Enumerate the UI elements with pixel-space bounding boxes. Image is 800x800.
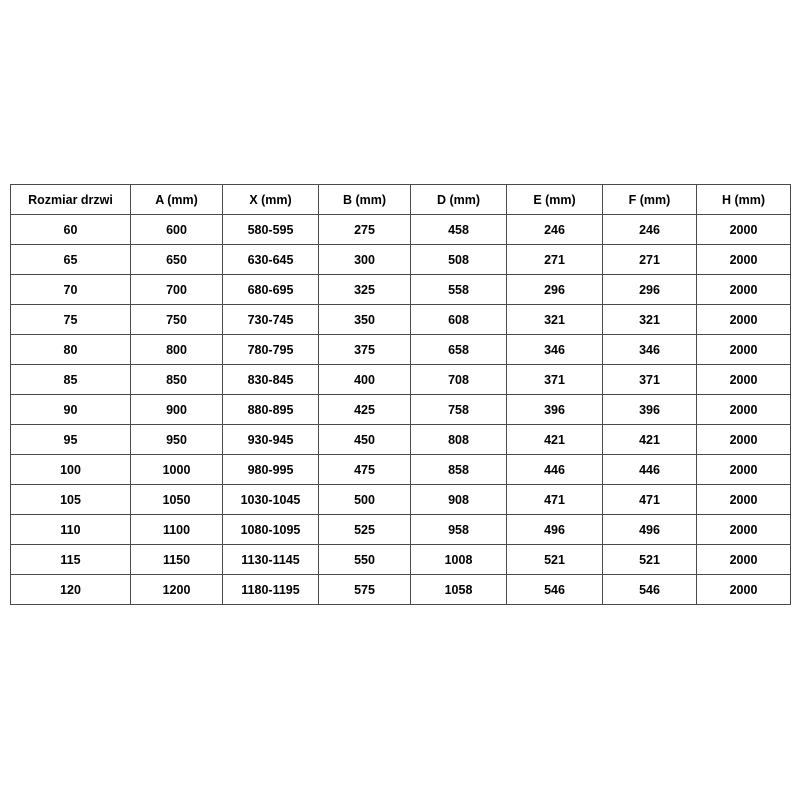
cell-size: 85	[11, 365, 131, 395]
door-size-table-container	[10, 184, 790, 605]
column-header-h: H (mm)	[697, 185, 791, 215]
cell-b: 375	[319, 335, 411, 365]
cell-f: 296	[603, 275, 697, 305]
cell-size: 80	[11, 335, 131, 365]
column-header-rozmiar-drzwi: Rozmiar drzwi	[11, 185, 131, 215]
cell-f: 321	[603, 305, 697, 335]
cell-a: 1000	[131, 455, 223, 485]
cell-e: 396	[507, 395, 603, 425]
cell-b: 350	[319, 305, 411, 335]
cell-h: 2000	[697, 395, 791, 425]
table-row	[11, 485, 791, 515]
cell-d: 758	[411, 395, 507, 425]
cell-e: 371	[507, 365, 603, 395]
cell-b: 275	[319, 215, 411, 245]
cell-d: 558	[411, 275, 507, 305]
table-row	[11, 455, 791, 485]
cell-d: 608	[411, 305, 507, 335]
cell-h: 2000	[697, 515, 791, 545]
cell-f: 346	[603, 335, 697, 365]
cell-size: 95	[11, 425, 131, 455]
cell-x: 880-895	[223, 395, 319, 425]
cell-size: 100	[11, 455, 131, 485]
cell-h: 2000	[697, 305, 791, 335]
cell-a: 950	[131, 425, 223, 455]
column-header-f: F (mm)	[603, 185, 697, 215]
column-header-d: D (mm)	[411, 185, 507, 215]
cell-a: 1200	[131, 575, 223, 605]
cell-x: 780-795	[223, 335, 319, 365]
cell-size: 110	[11, 515, 131, 545]
table-row	[11, 365, 791, 395]
cell-h: 2000	[697, 335, 791, 365]
cell-h: 2000	[697, 245, 791, 275]
cell-e: 521	[507, 545, 603, 575]
cell-f: 396	[603, 395, 697, 425]
table-header-row	[11, 185, 791, 215]
cell-a: 650	[131, 245, 223, 275]
cell-e: 546	[507, 575, 603, 605]
cell-x: 930-945	[223, 425, 319, 455]
cell-d: 1058	[411, 575, 507, 605]
cell-e: 496	[507, 515, 603, 545]
cell-f: 421	[603, 425, 697, 455]
cell-d: 1008	[411, 545, 507, 575]
cell-d: 858	[411, 455, 507, 485]
cell-x: 1180-1195	[223, 575, 319, 605]
table-row	[11, 245, 791, 275]
cell-b: 475	[319, 455, 411, 485]
cell-b: 550	[319, 545, 411, 575]
column-header-b: B (mm)	[319, 185, 411, 215]
cell-b: 525	[319, 515, 411, 545]
cell-size: 120	[11, 575, 131, 605]
cell-h: 2000	[697, 215, 791, 245]
cell-f: 521	[603, 545, 697, 575]
cell-h: 2000	[697, 425, 791, 455]
table-row	[11, 335, 791, 365]
cell-b: 450	[319, 425, 411, 455]
cell-h: 2000	[697, 485, 791, 515]
door-size-table	[10, 184, 791, 605]
cell-size: 70	[11, 275, 131, 305]
cell-e: 471	[507, 485, 603, 515]
cell-size: 90	[11, 395, 131, 425]
cell-e: 421	[507, 425, 603, 455]
cell-f: 446	[603, 455, 697, 485]
cell-x: 680-695	[223, 275, 319, 305]
cell-x: 1080-1095	[223, 515, 319, 545]
cell-a: 1150	[131, 545, 223, 575]
cell-d: 708	[411, 365, 507, 395]
cell-size: 115	[11, 545, 131, 575]
cell-e: 321	[507, 305, 603, 335]
cell-f: 546	[603, 575, 697, 605]
cell-h: 2000	[697, 455, 791, 485]
cell-a: 850	[131, 365, 223, 395]
cell-f: 271	[603, 245, 697, 275]
cell-f: 246	[603, 215, 697, 245]
cell-a: 600	[131, 215, 223, 245]
cell-a: 800	[131, 335, 223, 365]
cell-size: 65	[11, 245, 131, 275]
cell-size: 105	[11, 485, 131, 515]
cell-x: 580-595	[223, 215, 319, 245]
cell-a: 750	[131, 305, 223, 335]
table-row	[11, 275, 791, 305]
cell-h: 2000	[697, 365, 791, 395]
cell-e: 271	[507, 245, 603, 275]
cell-f: 371	[603, 365, 697, 395]
cell-a: 900	[131, 395, 223, 425]
cell-x: 830-845	[223, 365, 319, 395]
cell-a: 1050	[131, 485, 223, 515]
cell-f: 471	[603, 485, 697, 515]
table-header	[11, 185, 791, 215]
cell-b: 425	[319, 395, 411, 425]
cell-b: 400	[319, 365, 411, 395]
cell-d: 508	[411, 245, 507, 275]
cell-d: 458	[411, 215, 507, 245]
cell-h: 2000	[697, 575, 791, 605]
table-row	[11, 425, 791, 455]
cell-e: 296	[507, 275, 603, 305]
cell-a: 1100	[131, 515, 223, 545]
cell-size: 60	[11, 215, 131, 245]
cell-h: 2000	[697, 275, 791, 305]
cell-f: 496	[603, 515, 697, 545]
cell-d: 658	[411, 335, 507, 365]
cell-x: 730-745	[223, 305, 319, 335]
cell-x: 1030-1045	[223, 485, 319, 515]
cell-a: 700	[131, 275, 223, 305]
cell-b: 300	[319, 245, 411, 275]
column-header-e: E (mm)	[507, 185, 603, 215]
column-header-x: X (mm)	[223, 185, 319, 215]
cell-b: 500	[319, 485, 411, 515]
cell-h: 2000	[697, 545, 791, 575]
column-header-a: A (mm)	[131, 185, 223, 215]
cell-size: 75	[11, 305, 131, 335]
cell-x: 630-645	[223, 245, 319, 275]
table-row	[11, 575, 791, 605]
cell-e: 246	[507, 215, 603, 245]
cell-b: 325	[319, 275, 411, 305]
table-row	[11, 515, 791, 545]
table-body	[11, 215, 791, 605]
cell-x: 980-995	[223, 455, 319, 485]
table-row	[11, 395, 791, 425]
cell-e: 346	[507, 335, 603, 365]
table-row	[11, 305, 791, 335]
cell-d: 908	[411, 485, 507, 515]
table-row	[11, 215, 791, 245]
cell-d: 808	[411, 425, 507, 455]
cell-b: 575	[319, 575, 411, 605]
cell-x: 1130-1145	[223, 545, 319, 575]
cell-d: 958	[411, 515, 507, 545]
table-row	[11, 545, 791, 575]
cell-e: 446	[507, 455, 603, 485]
